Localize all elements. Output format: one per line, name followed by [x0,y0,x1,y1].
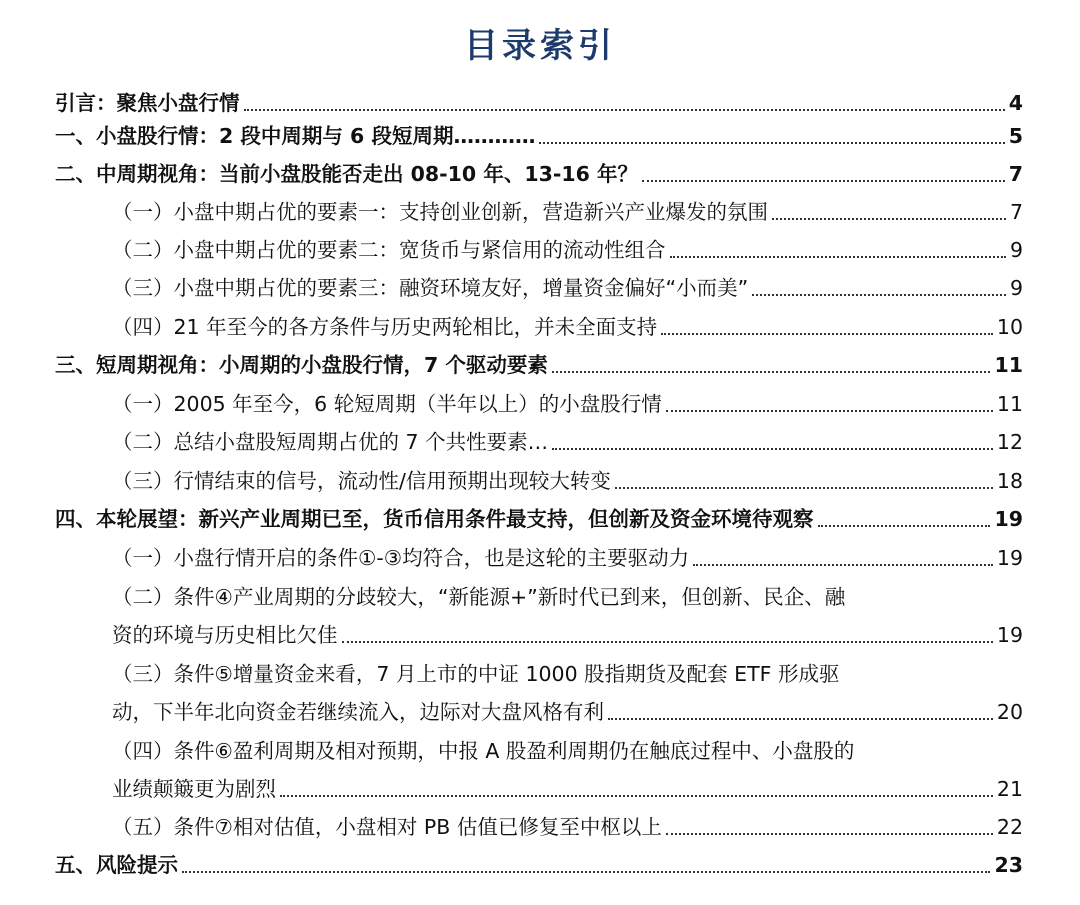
toc-page-number: 11 [994,353,1023,377]
toc-page-number: 19 [996,623,1023,647]
toc-entry-2-1[interactable] [112,196,1023,228]
toc-entry-4-4[interactable] [112,773,1023,805]
toc-entry-4-4-line1[interactable]: （四）条件⑥盈利周期及相对预期，中报 A 股盈利周期仍在触底过程中、小盘股的 [112,739,855,763]
toc-page-number: 4 [1008,91,1023,115]
dot-leader [642,180,1005,182]
toc-page-number: 22 [996,815,1023,839]
dot-leader [552,448,993,450]
dot-leader [244,109,1005,111]
dot-leader [539,142,1004,144]
toc-entry-3-1[interactable] [112,388,1023,420]
dot-leader [280,795,993,797]
toc-entry-2-3[interactable] [112,272,1023,304]
toc-entry-section-1[interactable] [55,120,1023,152]
toc-entry-label: 引言：聚焦小盘行情 [55,91,240,115]
toc-entry-3-2[interactable] [112,426,1023,458]
toc-entry-4-1[interactable] [112,542,1023,574]
toc-entry-label: （一）小盘中期占优的要素一：支持创业创新，营造新兴产业爆发的氛围 [112,200,768,224]
toc-entry-section-4[interactable] [55,503,1023,535]
toc-entry-label: 业绩颠簸更为剧烈 [112,777,276,801]
toc-entry-2-4[interactable] [112,311,1023,343]
toc-entry-4-2[interactable] [112,619,1023,651]
toc-entry-label: （五）条件⑦相对估值，小盘相对 PB 估值已修复至中枢以上 [112,815,662,839]
dot-leader [661,333,993,335]
toc-page-number: 19 [996,546,1023,570]
toc-page-number: 23 [994,853,1023,877]
dot-leader [342,641,993,643]
toc-page-number: 20 [996,700,1023,724]
toc-entry-label: 资的环境与历史相比欠佳 [112,623,338,647]
dot-leader [615,487,993,489]
toc-entry-label: （二）小盘中期占优的要素二：宽货币与紧信用的流动性组合 [112,238,666,262]
toc-entry-label: （三）行情结束的信号，流动性/信用预期出现较大转变 [112,469,611,493]
toc-entry-label: （一）小盘行情开启的条件①-③均符合，也是这轮的主要驱动力 [112,546,690,570]
dot-leader [670,256,1006,258]
toc-page-number: 18 [996,469,1023,493]
toc-page-number: 9 [1009,276,1023,300]
toc-entry-label: 五、风险提示 [55,853,178,877]
toc-page-number: 11 [996,392,1023,416]
toc-entry-4-2-line1[interactable]: （二）条件④产业周期的分歧较大，“新能源+”新时代已到来，但创新、民企、融 [112,585,846,609]
dot-leader [666,410,993,412]
toc-page-number: 10 [996,315,1023,339]
dot-leader [552,371,991,373]
dot-leader [752,294,1006,296]
dot-leader [666,833,993,835]
toc-entry-section-5[interactable] [55,849,1023,881]
dot-leader [608,718,993,720]
toc-page-number: 19 [994,507,1023,531]
toc-entry-intro[interactable] [55,87,1023,119]
toc-entry-section-2[interactable] [55,158,1023,190]
toc-entry-2-2[interactable] [112,234,1023,266]
toc-page-number: 7 [1008,162,1023,186]
toc-entry-3-3[interactable] [112,465,1023,497]
page-title: 目录索引 [464,26,616,66]
toc-entry-label: （二）总结小盘股短周期占优的 7 个共性要素… [112,430,549,454]
toc-page-number: 12 [996,430,1023,454]
toc-entry-4-3-line1[interactable]: （三）条件⑤增量资金来看，7 月上市的中证 1000 股指期货及配套 ETF 形成驱 [112,662,840,686]
dot-leader [818,525,991,527]
toc-page-number: 9 [1009,238,1023,262]
toc-entry-section-3[interactable] [55,349,1023,381]
toc-entry-label: （四）21 年至今的各方条件与历史两轮相比，并未全面支持 [112,315,658,339]
toc-entry-label: （一）2005 年至今，6 轮短周期（半年以上）的小盘股行情 [112,392,662,416]
toc-entry-label: 动，下半年北向资金若继续流入，边际对大盘风格有利 [112,700,604,724]
toc-entry-label: 一、小盘股行情：2 段中周期与 6 段短周期………… [55,124,536,148]
toc-entry-label: 四、本轮展望：新兴产业周期已至，货币信用条件最支持，但创新及资金环境待观察 [55,507,814,531]
dot-leader [693,564,993,566]
toc-page-number: 5 [1008,124,1023,148]
toc-page-number: 21 [996,777,1023,801]
toc-entry-4-3[interactable] [112,696,1023,728]
toc-entry-4-5[interactable] [112,811,1023,843]
toc-entry-label: （三）小盘中期占优的要素三：融资环境友好，增量资金偏好“小而美” [112,276,749,300]
toc-entry-label: 三、短周期视角：小周期的小盘股行情，7 个驱动要素 [55,353,548,377]
toc-page-number: 7 [1009,200,1023,224]
dot-leader [772,218,1006,220]
dot-leader [182,871,990,873]
toc-entry-label: 二、中周期视角：当前小盘股能否走出 08-10 年、13-16 年？ [55,162,639,186]
